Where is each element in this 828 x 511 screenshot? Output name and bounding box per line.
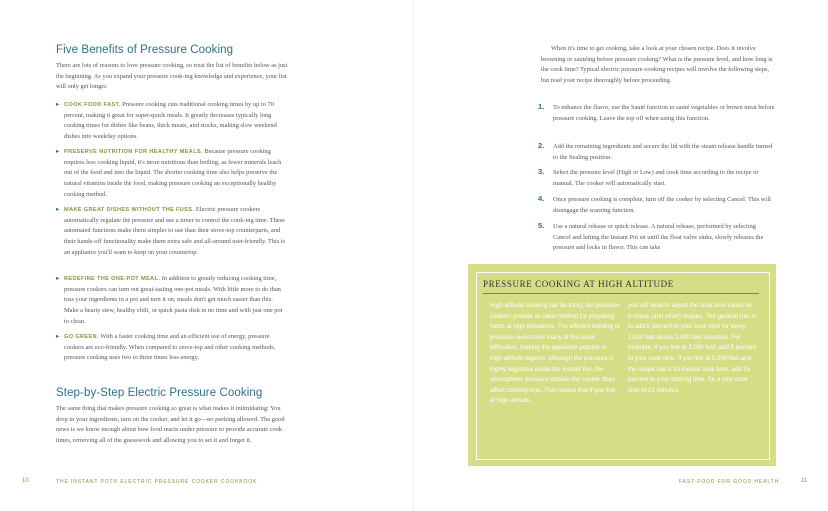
step-number: 1.	[538, 102, 545, 111]
benefit-heading: COOK FOOD FAST.	[64, 102, 121, 108]
heading-five-benefits: Five Benefits of Pressure Cooking	[56, 44, 234, 56]
benefit-text: Electric pressure cookers automatically regulate the pressure and use a timer to control the cook-ing time. These automated functions make them simpler to use than their stove-top counterparts, and their hands-off functionality make them extra safe and all-around user-friendly. This is an appliance you'll want to keep on your countertop.	[64, 206, 286, 256]
benefit-heading: MAKE GREAT DISHES WITHOUT THE FUSS.	[64, 207, 195, 213]
gutter-divider	[413, 0, 414, 511]
sidebar-column-1: High-altitude cooking can be tricky, but pressure cookers provide an ideal method for preparing foods at high elevations. The efficient building of pressure overcomes many of the usual difficulties, making the appliance popular in high-altitude regions. Although the pressure is highly regulated inside the Instant Pot, the atmospheric pressure outside the cooker does affect cooking time. That means that if you live at high altitude,	[490, 302, 620, 405]
sidebar-box-high-altitude	[468, 264, 776, 466]
benefit-item	[56, 100, 288, 143]
step-item	[538, 167, 775, 189]
step-item	[538, 102, 775, 124]
step-text: Use a natural release or quick release. A natural release, performed by selecting Cancel and letting the Instant Pot sit until the float valve sinks, slowly releases the pressure and locks in flavor. This can take	[553, 223, 764, 252]
footer-left: THE INSTANT POT® ELECTRIC PRESSURE COOKER COOKBOOK	[56, 479, 258, 485]
step-item	[538, 141, 775, 163]
bullet-arrow-icon: ▸	[56, 101, 60, 108]
sidebar-column-2: you will need to adjust the cook time called for in these (and other) recipes. The general rule is to add 5 percent to your cook time for every 1,000 feet above 2,000 feet elevation. For example, if you live at 3,000 feet, add 5 percent to your cook time. If you live at 5,000 feet and the recipe has a 20-minute cook time, add 15 percent to your cooking time, for a new cook time of 23 minutes.	[628, 302, 757, 394]
benefit-heading: PRESERVE NUTRITION FOR HEALTHY MEALS.	[64, 149, 203, 155]
step-item	[538, 221, 775, 254]
step-text: To enhance the flavor, use the Sauté function to sauté vegetables or brown meat before pressure cooking. Leave the top off when using this function.	[553, 104, 775, 122]
step-number: 3.	[538, 167, 545, 176]
step-number: 2.	[538, 141, 545, 150]
footer-right: FAST FOOD FOR GOOD HEALTH	[679, 479, 780, 485]
intro-paragraph: There are lots of reasons to love pressure cooking, so treat the list of benefits below as just the beginning. As you expand your pressure cook-ing knowledge and experience, your list will only get longer.	[56, 62, 288, 91]
step-text: Select the pressure level (High or Low) and cook time according to the recipe or manual. The cooker will automatically start.	[553, 169, 759, 187]
step-number: 5.	[538, 221, 545, 230]
benefit-heading: REDEFINE THE ONE-POT MEAL.	[64, 276, 161, 282]
right-intro-paragraph: When it's time to get cooking, take a look at your chosen recipe. Does it involve browning or sautéing before pressure cooking? What is the pressure level, and how long is the cook time? Typical electric pressure-cooking recipes will involve the following steps, but read your recipe thoroughly before proceeding.	[541, 45, 773, 85]
bullet-arrow-icon: ▸	[56, 333, 60, 340]
page-number-right: 11	[801, 478, 808, 484]
bullet-arrow-icon: ▸	[56, 148, 60, 155]
benefit-item	[56, 274, 288, 328]
sidebar-title-rule	[483, 293, 759, 294]
heading-step-by-step: Step-by-Step Electric Pressure Cooking	[56, 387, 263, 399]
benefit-item	[56, 147, 288, 201]
step-text: Once pressure cooking is complete, turn off the cooker by selecting Cancel. This will disengage the warning function.	[553, 196, 771, 214]
step-number: 4.	[538, 194, 545, 203]
benefit-text: Because pressure cooking requires less cooking liquid, it's more nutritious than boiling, as fewer minerals leach out of the food and into the liquid. The shorter cooking time also helps preserve the natural vitamins inside the food, making pressure cooking an exceptionally healthy cooking method.	[64, 148, 282, 198]
benefit-text: In addition to greatly reducing cooking time, pressure cookers can turn out great-tasting one-pot meals. With little more to do than toss your ingredients in a pot and turn it on, meals don't get much easier than this. Make a hearty stew, healthy chili, or quick pasta dish in no time and with just one pot to clean.	[64, 275, 283, 325]
benefit-heading: GO GREEN.	[64, 334, 99, 340]
step-text: Add the remaining ingredients and secure the lid with the steam release handle turned to the Sealing position.	[553, 143, 773, 161]
benefit-text: Pressure cooking cuts traditional cooking times by up to 70 percent, making it great for super-quick meals. It greatly decreases typically long cooking times for dishes like beans, thick meats, and stocks, making slow weekend dishes into weekday options.	[64, 101, 277, 141]
benefit-item	[56, 332, 288, 364]
page-number-left: 10	[22, 478, 29, 484]
sidebar-title: PRESSURE COOKING AT HIGH ALTITUDE	[483, 279, 674, 289]
step-intro-paragraph: The same thing that makes pressure cooking so great is what makes it intimidating: You drop in your ingredients, turn on the cooker, and let it go—no peeking allowed. The good news is we know enough about how food reacts under pressure to provide accurate cook times, removing all of the guesswork and allowing you to set it and forget it.	[56, 405, 285, 445]
benefit-text: With a faster cooking time and an efficient use of energy, pressure cookers are eco-friendly. When compared to stove-top and other cooking methods, pressure cooking uses two to three times less energy.	[64, 333, 276, 362]
step-item	[538, 194, 775, 216]
benefit-item	[56, 205, 288, 259]
bullet-arrow-icon: ▸	[56, 275, 60, 282]
bullet-arrow-icon: ▸	[56, 206, 60, 213]
